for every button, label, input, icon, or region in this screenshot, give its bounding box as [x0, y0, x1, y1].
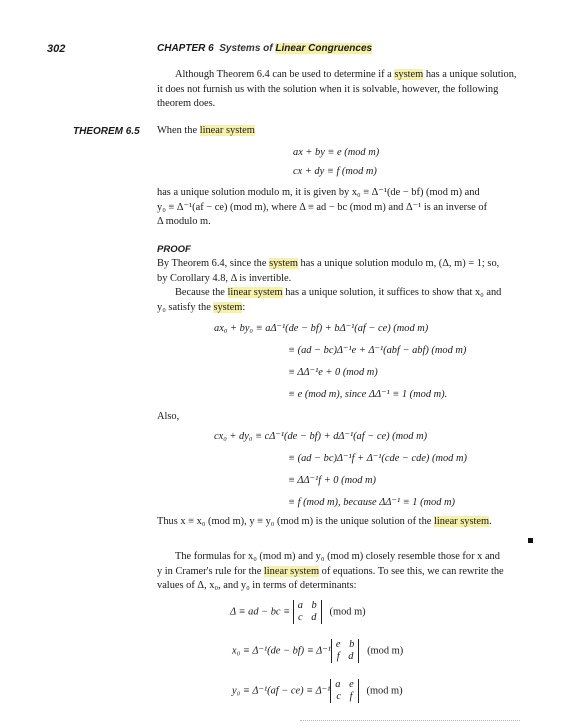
closing-paragraph: The formulas for x₀ (mod m) and y₀ (mod m) closely resemble those for x and y in Cramer's rule for the linear system of equations. To see this, we can rewrite the values of Δ, x₀, and y₀ in terms of determinants: [157, 551, 504, 592]
theorem-body: has a unique solution modulo m, it is given by x₀ ≡ Δ⁻¹(de − bf) (mod m) and y₀ ≡ Δ⁻¹(af − ce) (mod m), where Δ ≡ ad − bc (mod m) and Δ⁻¹ is an inverse of Δ modulo m. [157, 187, 488, 228]
chapter-title-prefix: Systems of [219, 43, 276, 54]
x0-determinant: x₀ ≡ Δ⁻¹(de − bf) ≡ Δ⁻¹ e b f d (mod m) [232, 639, 404, 662]
intro-paragraph: Although Theorem 6.4 can be used to determine if a system has a unique solution, it does not furnish us with the solution when it is solvable, however, the following theorem does. [157, 69, 517, 110]
chapter-title-highlight: Linear Congruences [275, 43, 373, 54]
proof-eq-2-1: cx₀ + dy₀ ≡ cΔ⁻¹(de − bf) + dΔ⁻¹(af − ce) (mod m) [214, 431, 428, 442]
proof-eq-2-3: ≡ ΔΔ⁻¹f + 0 (mod m) [288, 475, 377, 486]
proof-conclusion: Thus x ≡ x₀ (mod m), y ≡ y₀ (mod m) is the unique solution of the linear system. [157, 516, 492, 527]
theorem-lead: When the linear system [157, 125, 255, 136]
chapter-header [157, 43, 372, 54]
page-edge-artifact [300, 720, 520, 727]
page-number: 302 [47, 43, 66, 55]
chapter-label: CHAPTER 6 [157, 43, 214, 54]
proof-eq-2-2: ≡ (ad − bc)Δ⁻¹f + Δ⁻¹(cde − cde) (mod m) [288, 453, 467, 464]
proof-label: PROOF [157, 244, 191, 255]
proof-eq-2-4: ≡ f (mod m), because ΔΔ⁻¹ ≡ 1 (mod m) [288, 497, 455, 508]
qed-mark [528, 538, 533, 543]
theorem-equation-1: ax + by ≡ e (mod m) [293, 147, 380, 158]
proof-eq-1-3: ≡ ΔΔ⁻¹e + 0 (mod m) [288, 367, 378, 378]
delta-matrix: a b c d [293, 600, 322, 624]
y0-matrix: a e c f [330, 679, 358, 703]
y0-determinant: y₀ ≡ Δ⁻¹(af − ce) ≡ Δ⁻¹ a e c f (mod m) [232, 679, 403, 702]
delta-determinant: Δ ≡ ad − bc ≡ a b c d (mod m) [230, 600, 366, 623]
proof-eq-1-2: ≡ (ad − bc)Δ⁻¹e + Δ⁻¹(abf − abf) (mod m) [288, 345, 467, 356]
proof-paragraph: By Theorem 6.4, since the system has a unique solution modulo m, (Δ, m) = 1; so, by Corollary 4.8, Δ is invertible. Because the linear system has a unique solution, it suffices to show that x₀ and y₀ satisfy the system: [157, 258, 502, 313]
proof-eq-1-4: ≡ e (mod m), since ΔΔ⁻¹ ≡ 1 (mod m). [288, 389, 448, 400]
x0-matrix: e b f d [331, 639, 359, 663]
theorem-equation-2: cx + dy ≡ f (mod m) [293, 166, 377, 177]
also-text: Also, [157, 411, 180, 422]
theorem-label: THEOREM 6.5 [73, 126, 140, 137]
proof-eq-1-1: ax₀ + by₀ ≡ aΔ⁻¹(de − bf) + bΔ⁻¹(af − ce) (mod m) [214, 323, 429, 334]
